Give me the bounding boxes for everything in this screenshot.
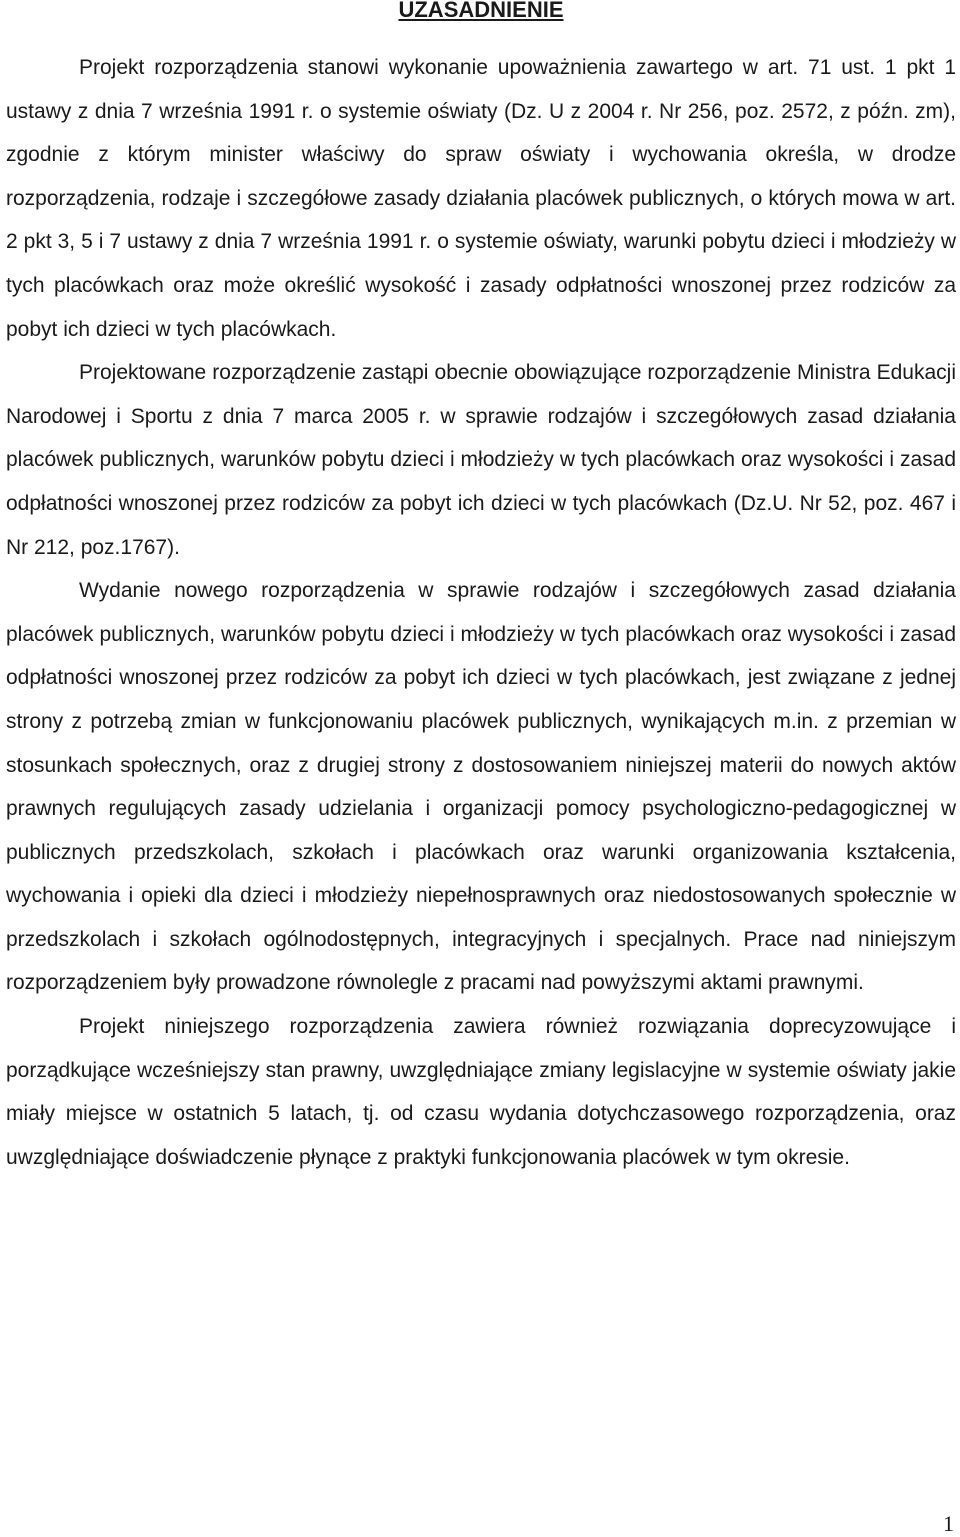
paragraph-clarifications: Projekt niniejszego rozporządzenia zawiera również rozwiązania doprecyzowujące i porządkujące wcześniejszy stan prawny, uwzględniające zmiany legislacyjne w systemie oświaty jakie miały miejsce w ostatnich 5 latach, tj. od czasu wydania dotychczasowego rozporządzenia, oraz uwzględniające doświadczenie płynące z praktyki funkcjonowania placówek w tym okresie. [6,1015,956,1169]
paragraph-replacement: Projektowane rozporządzenie zastąpi obecnie obowiązujące rozporządzenie Ministra Edukacji Narodowej i Sportu z dnia 7 marca 2005 r. w sprawie rodzajów i szczegółowych zasad działania placówek publicznych, warunków pobytu dzieci i młodzieży w tych placówkach oraz wysokości i zasad odpłatności wnoszonej przez rodziców za pobyt ich dzieci w tych placówkach (Dz.U. Nr 52, poz. 467 i Nr 212, poz.1767). [6,361,956,559]
paragraph-rationale: Wydanie nowego rozporządzenia w sprawie rodzajów i szczegółowych zasad działania placówek publicznych, warunków pobytu dzieci i młodzieży w tych placówkach oraz wysokości i zasad odpłatności wnoszonej przez rodziców za pobyt ich dzieci w tych placówkach, jest związane z jednej strony z potrzebą zmian w funkcjonowaniu placówek publicznych, wynikających m.in. z przemian w stosunkach społecznych, oraz z drugiej strony z dostosowaniem niniejszej materii do nowych aktów prawnych regulujących zasady udzielania i organizacji pomocy psychologiczno-pedagogicznej w publicznych przedszkolach, szkołach i placówkach oraz warunki organizowania kształcenia, wychowania i opieki dla dzieci i młodzieży niepełnosprawnych oraz niedostosowanych społecznie w przedszkolach i szkołach ogólnodostępnych, integracyjnych i specjalnych. Prace nad niniejszym rozporządzeniem były prowadzone równolegle z pracami nad powyższymi aktami prawnymi. [6,579,956,995]
page-number: 1 [943,1511,954,1536]
document-page [6,0,956,1179]
paragraph-legal-basis: Projekt rozporządzenia stanowi wykonanie upoważnienia zawartego w art. 71 ust. 1 pkt 1 ustawy z dnia 7 września 1991 r. o systemie oświaty (Dz. U z 2004 r. Nr 256, poz. 2572, z późn. zm), zgodnie z którym minister właściwy do spraw oświaty i wychowania określa, w drodze rozporządzenia, rodzaje i szczegółowe zasady działania placówek publicznych, o których mowa w art. 2 pkt 3, 5 i 7 ustawy z dnia 7 września 1991 r. o systemie oświaty, warunki pobytu dzieci i młodzieży w tych placówkach oraz może określić wysokość i zasady odpłatności wnoszonej przez rodziców za pobyt ich dzieci w tych placówkach. [6,56,956,341]
document-title: UZASADNIENIE [398,0,564,22]
